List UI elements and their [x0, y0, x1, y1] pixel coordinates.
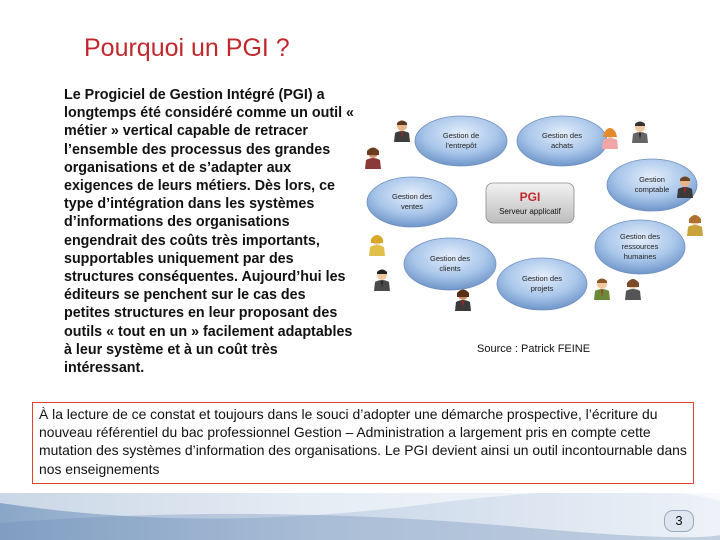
person-icon	[594, 279, 610, 301]
svg-text:Gestion des: Gestion des	[391, 192, 433, 201]
svg-text:Gestion des: Gestion des	[521, 274, 563, 283]
person-icon	[687, 215, 703, 236]
module-clients	[404, 238, 496, 290]
image-source-caption: Source : Patrick FEINE	[477, 343, 591, 355]
person-icon	[455, 290, 471, 312]
module-ventes	[367, 177, 457, 227]
pgi-center-box	[486, 183, 574, 223]
module-ressources-humaines	[595, 220, 685, 274]
slide-title: Pourquoi un PGI ?	[84, 34, 290, 62]
module-projets	[497, 258, 587, 310]
svg-text:Gestion des: Gestion des	[429, 254, 471, 263]
person-icon	[632, 122, 648, 144]
svg-text:l’entrepôt: l’entrepôt	[445, 141, 477, 150]
svg-text:ressources: ressources	[621, 242, 659, 251]
person-icon	[369, 235, 385, 256]
person-icon	[374, 270, 390, 292]
svg-text:Gestion des: Gestion des	[619, 232, 661, 241]
svg-text:ventes: ventes	[400, 202, 424, 211]
module-achats	[517, 116, 607, 166]
person-icon	[394, 121, 410, 143]
svg-text:PGI: PGI	[519, 190, 541, 204]
svg-text:Gestion des: Gestion des	[541, 131, 583, 140]
svg-text:clients: clients	[439, 264, 461, 273]
svg-text:Serveur applicatif: Serveur applicatif	[499, 207, 561, 216]
intro-paragraph: Le Progiciel de Gestion Intégré (PGI) a longtemps été considéré comme un outil « métier » vertical capable de retracer l’ensemble des processus des grandes organisations et de s’adapter aux exigences de leurs métiers. Dès lors, ce type d’intégration dans les systèmes d’informations des organisations engendrait des coûts très importants, supportables uniquement par des structures conséquentes. Aujourd’hui les éditeurs se penchent sur le cas des petites structures en leur proposant des outils « tout en un » facilement adaptables à leur système et à un coût très intéressant.	[64, 87, 354, 377]
page-number: 3	[664, 510, 694, 532]
svg-text:comptable: comptable	[634, 185, 670, 194]
svg-text:projets: projets	[530, 284, 554, 293]
footer-band	[0, 493, 720, 540]
module-entrepot	[415, 116, 507, 166]
person-icon	[365, 148, 381, 170]
svg-text:achats: achats	[550, 141, 574, 150]
svg-text:Gestion de: Gestion de	[442, 131, 480, 140]
pgi-diagram	[355, 112, 720, 347]
svg-text:humaines: humaines	[623, 252, 657, 261]
person-icon	[625, 279, 641, 300]
svg-text:Gestion: Gestion	[639, 175, 665, 184]
callout-box: À la lecture de ce constat et toujours dans le souci d’adopter une démarche prospective, l’écriture du nouveau référentiel du bac professionnel Gestion – Administration a largement pris en compte cette mutation des systèmes d’information des organisations. Le PGI devient ainsi un outil incontournable dans nos enseignements	[32, 402, 694, 484]
